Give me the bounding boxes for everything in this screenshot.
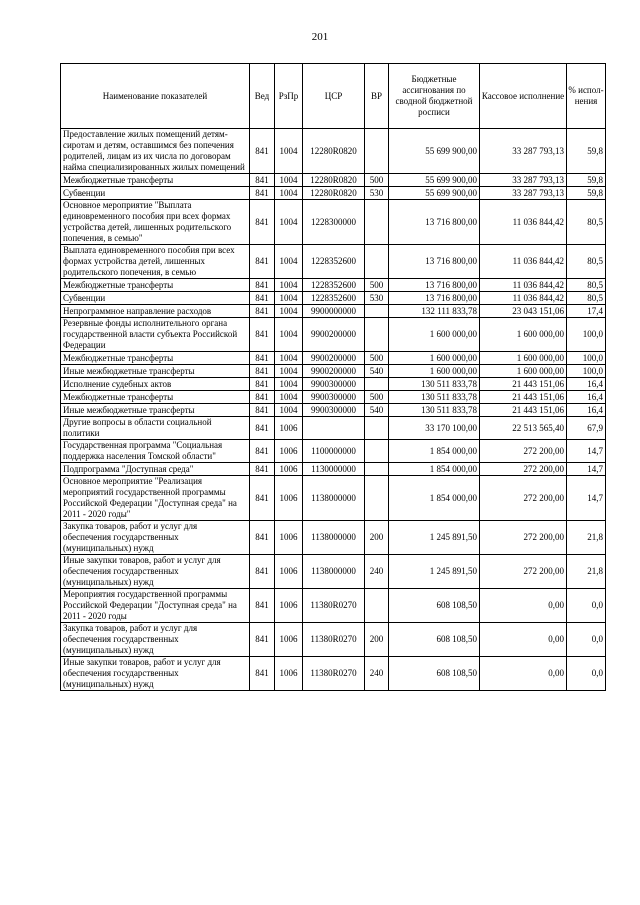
cell-budget: 1 600 000,00 (389, 318, 480, 352)
cell-pct: 16,4 (567, 378, 606, 391)
cell-vr (365, 305, 389, 318)
cell-vr (365, 245, 389, 279)
cell-pct: 80,5 (567, 245, 606, 279)
cell-pct: 0,0 (567, 657, 606, 691)
cell-vr: 530 (365, 292, 389, 305)
table-header (61, 64, 606, 129)
cell-budget: 33 170 100,00 (389, 417, 480, 440)
cell-csr: 1130000000 (303, 463, 365, 476)
cell-rzpr: 1006 (275, 657, 303, 691)
cell-budget: 55 699 900,00 (389, 187, 480, 200)
cell-rzpr: 1006 (275, 589, 303, 623)
cell-ved: 841 (250, 521, 275, 555)
header-vr: ВР (365, 64, 389, 129)
table-row (61, 378, 606, 391)
cell-rzpr: 1004 (275, 279, 303, 292)
cell-ved: 841 (250, 318, 275, 352)
cell-name: Исполнение судебных актов (61, 378, 250, 391)
cell-vr: 530 (365, 187, 389, 200)
cell-name: Иные межбюджетные трансферты (61, 404, 250, 417)
cell-pct: 100,0 (567, 352, 606, 365)
cell-pct: 17,4 (567, 305, 606, 318)
table-row (61, 521, 606, 555)
cell-budget: 608 108,50 (389, 657, 480, 691)
cell-rzpr: 1004 (275, 245, 303, 279)
cell-pct: 21,8 (567, 521, 606, 555)
cell-ved: 841 (250, 129, 275, 174)
cell-budget: 1 600 000,00 (389, 365, 480, 378)
cell-ved: 841 (250, 391, 275, 404)
budget-execution-table (60, 63, 606, 691)
cell-csr: 1228352600 (303, 245, 365, 279)
cell-vr (365, 440, 389, 463)
cell-csr: 1138000000 (303, 521, 365, 555)
cell-ved: 841 (250, 174, 275, 187)
cell-pct: 14,7 (567, 463, 606, 476)
table-row (61, 352, 606, 365)
cell-name: Основное мероприятие "Выплата единовременного пособия при всех формах устройства детей, лишенных родительского попечения, в семью" (61, 200, 250, 245)
cell-ved: 841 (250, 187, 275, 200)
cell-cash: 0,00 (480, 589, 567, 623)
cell-ved: 841 (250, 292, 275, 305)
cell-cash: 0,00 (480, 657, 567, 691)
cell-csr: 9900200000 (303, 318, 365, 352)
cell-vr (365, 463, 389, 476)
cell-ved: 841 (250, 463, 275, 476)
cell-ved: 841 (250, 279, 275, 292)
cell-pct: 14,7 (567, 476, 606, 521)
cell-rzpr: 1004 (275, 378, 303, 391)
cell-rzpr: 1004 (275, 292, 303, 305)
cell-rzpr: 1006 (275, 555, 303, 589)
cell-cash: 33 287 793,13 (480, 129, 567, 174)
header-rzpr: РзПр (275, 64, 303, 129)
cell-name: Предоставление жилых помещений детям-сиротам и детям, оставшимся без попечения родителей, лицам из их числа по договорам найма специализированных жилых помещений (61, 129, 250, 174)
cell-csr: 1100000000 (303, 440, 365, 463)
table-row (61, 292, 606, 305)
header-cash: Кассовое исполнение (480, 64, 567, 129)
cell-cash: 272 200,00 (480, 463, 567, 476)
cell-cash: 11 036 844,42 (480, 245, 567, 279)
table-row (61, 555, 606, 589)
cell-budget: 1 245 891,50 (389, 521, 480, 555)
cell-pct: 16,4 (567, 391, 606, 404)
cell-csr: 12280R0820 (303, 187, 365, 200)
table-row (61, 129, 606, 174)
cell-cash: 23 043 151,06 (480, 305, 567, 318)
table-row (61, 589, 606, 623)
cell-csr: 9900200000 (303, 352, 365, 365)
cell-budget: 1 245 891,50 (389, 555, 480, 589)
cell-ved: 841 (250, 623, 275, 657)
cell-csr: 11380R0270 (303, 657, 365, 691)
cell-vr: 240 (365, 555, 389, 589)
header-name: Наименование показателей (61, 64, 250, 129)
cell-budget: 1 600 000,00 (389, 352, 480, 365)
cell-name: Субвенции (61, 187, 250, 200)
cell-rzpr: 1004 (275, 365, 303, 378)
table-row (61, 440, 606, 463)
table-row (61, 187, 606, 200)
cell-rzpr: 1006 (275, 623, 303, 657)
cell-pct: 14,7 (567, 440, 606, 463)
cell-rzpr: 1004 (275, 391, 303, 404)
cell-cash: 21 443 151,06 (480, 378, 567, 391)
cell-ved: 841 (250, 378, 275, 391)
cell-pct: 21,8 (567, 555, 606, 589)
cell-cash: 33 287 793,13 (480, 174, 567, 187)
cell-csr: 1138000000 (303, 476, 365, 521)
table-row (61, 623, 606, 657)
cell-cash: 11 036 844,42 (480, 279, 567, 292)
cell-pct: 100,0 (567, 365, 606, 378)
cell-ved: 841 (250, 417, 275, 440)
table-row (61, 476, 606, 521)
cell-pct: 80,5 (567, 292, 606, 305)
cell-name: Межбюджетные трансферты (61, 352, 250, 365)
cell-vr (365, 589, 389, 623)
cell-cash: 11 036 844,42 (480, 292, 567, 305)
cell-csr: 9900300000 (303, 378, 365, 391)
cell-pct: 100,0 (567, 318, 606, 352)
cell-budget: 13 716 800,00 (389, 200, 480, 245)
cell-budget: 1 854 000,00 (389, 476, 480, 521)
cell-vr: 500 (365, 391, 389, 404)
cell-budget: 130 511 833,78 (389, 391, 480, 404)
cell-budget: 13 716 800,00 (389, 292, 480, 305)
cell-vr (365, 378, 389, 391)
cell-cash: 272 200,00 (480, 555, 567, 589)
cell-name: Межбюджетные трансферты (61, 391, 250, 404)
cell-budget: 130 511 833,78 (389, 404, 480, 417)
table-row (61, 391, 606, 404)
cell-rzpr: 1004 (275, 352, 303, 365)
cell-vr (365, 129, 389, 174)
cell-pct: 67,9 (567, 417, 606, 440)
cell-budget: 55 699 900,00 (389, 174, 480, 187)
cell-cash: 33 287 793,13 (480, 187, 567, 200)
cell-csr: 9900300000 (303, 404, 365, 417)
cell-name: Мероприятия государственной программы Российской Федерации "Доступная среда" на 2011 - 2020 годы (61, 589, 250, 623)
cell-cash: 11 036 844,42 (480, 200, 567, 245)
cell-ved: 841 (250, 476, 275, 521)
table-row (61, 174, 606, 187)
cell-ved: 841 (250, 305, 275, 318)
cell-vr (365, 318, 389, 352)
cell-csr: 1228352600 (303, 292, 365, 305)
cell-name: Иные закупки товаров, работ и услуг для обеспечения государственных (муниципальных) нужд (61, 657, 250, 691)
table-body (61, 129, 606, 691)
cell-vr: 200 (365, 623, 389, 657)
cell-cash: 272 200,00 (480, 476, 567, 521)
cell-name: Межбюджетные трансферты (61, 279, 250, 292)
cell-vr: 200 (365, 521, 389, 555)
cell-name: Подпрограмма "Доступная среда" (61, 463, 250, 476)
cell-cash: 21 443 151,06 (480, 404, 567, 417)
cell-cash: 272 200,00 (480, 521, 567, 555)
cell-vr: 540 (365, 404, 389, 417)
cell-pct: 59,8 (567, 187, 606, 200)
cell-csr: 11380R0270 (303, 589, 365, 623)
cell-name: Основное мероприятие "Реализация мероприятий государственной программы Российской Федерации "Доступная среда" на 2011 - 2020 годы" (61, 476, 250, 521)
table-row (61, 200, 606, 245)
cell-budget: 1 854 000,00 (389, 440, 480, 463)
cell-rzpr: 1004 (275, 305, 303, 318)
cell-budget: 608 108,50 (389, 589, 480, 623)
cell-rzpr: 1004 (275, 174, 303, 187)
cell-name: Резервные фонды исполнительного органа государственной власти субъекта Российской Федерации (61, 318, 250, 352)
cell-name: Иные закупки товаров, работ и услуг для обеспечения государственных (муниципальных) нужд (61, 555, 250, 589)
cell-vr: 500 (365, 174, 389, 187)
cell-cash: 1 600 000,00 (480, 318, 567, 352)
cell-csr: 9900200000 (303, 365, 365, 378)
cell-ved: 841 (250, 365, 275, 378)
cell-rzpr: 1006 (275, 440, 303, 463)
cell-pct: 59,8 (567, 174, 606, 187)
cell-csr: 1228300000 (303, 200, 365, 245)
cell-name: Выплата единовременного пособия при всех формах устройства детей, лишенных родительского попечения, в семью (61, 245, 250, 279)
cell-name: Другие вопросы в области социальной политики (61, 417, 250, 440)
cell-csr (303, 417, 365, 440)
cell-ved: 841 (250, 200, 275, 245)
table-row (61, 657, 606, 691)
cell-cash: 0,00 (480, 623, 567, 657)
cell-budget: 132 111 833,78 (389, 305, 480, 318)
cell-cash: 22 513 565,40 (480, 417, 567, 440)
cell-ved: 841 (250, 440, 275, 463)
table-row (61, 318, 606, 352)
table-row (61, 279, 606, 292)
header-csr: ЦСР (303, 64, 365, 129)
cell-rzpr: 1004 (275, 318, 303, 352)
cell-pct: 80,5 (567, 279, 606, 292)
cell-budget: 55 699 900,00 (389, 129, 480, 174)
table-row (61, 417, 606, 440)
cell-csr: 1138000000 (303, 555, 365, 589)
cell-rzpr: 1006 (275, 521, 303, 555)
cell-name: Закупка товаров, работ и услуг для обеспечения государственных (муниципальных) нужд (61, 623, 250, 657)
header-pct: % испол-нения (567, 64, 606, 129)
cell-vr (365, 417, 389, 440)
cell-csr: 11380R0270 (303, 623, 365, 657)
table-row (61, 404, 606, 417)
cell-rzpr: 1004 (275, 129, 303, 174)
table-row (61, 365, 606, 378)
cell-name: Непрограммное направление расходов (61, 305, 250, 318)
cell-budget: 130 511 833,78 (389, 378, 480, 391)
header-budget: Бюджетные ассигнования по сводной бюджетной росписи (389, 64, 480, 129)
cell-vr: 540 (365, 365, 389, 378)
cell-csr: 12280R0820 (303, 129, 365, 174)
table-row (61, 245, 606, 279)
cell-pct: 80,5 (567, 200, 606, 245)
cell-cash: 21 443 151,06 (480, 391, 567, 404)
cell-budget: 13 716 800,00 (389, 279, 480, 292)
cell-budget: 608 108,50 (389, 623, 480, 657)
cell-budget: 1 854 000,00 (389, 463, 480, 476)
cell-csr: 9900300000 (303, 391, 365, 404)
cell-vr (365, 200, 389, 245)
cell-csr: 1228352600 (303, 279, 365, 292)
cell-ved: 841 (250, 589, 275, 623)
cell-name: Закупка товаров, работ и услуг для обеспечения государственных (муниципальных) нужд (61, 521, 250, 555)
cell-rzpr: 1004 (275, 187, 303, 200)
cell-cash: 1 600 000,00 (480, 352, 567, 365)
cell-ved: 841 (250, 657, 275, 691)
cell-csr: 9900000000 (303, 305, 365, 318)
cell-rzpr: 1004 (275, 404, 303, 417)
cell-csr: 12280R0820 (303, 174, 365, 187)
table-row (61, 463, 606, 476)
cell-vr: 240 (365, 657, 389, 691)
cell-name: Иные межбюджетные трансферты (61, 365, 250, 378)
cell-ved: 841 (250, 245, 275, 279)
cell-vr (365, 476, 389, 521)
cell-ved: 841 (250, 404, 275, 417)
cell-pct: 16,4 (567, 404, 606, 417)
cell-vr: 500 (365, 279, 389, 292)
cell-cash: 272 200,00 (480, 440, 567, 463)
cell-pct: 0,0 (567, 589, 606, 623)
table-row (61, 305, 606, 318)
cell-rzpr: 1004 (275, 200, 303, 245)
cell-name: Государственная программа "Социальная поддержка населения Томской области" (61, 440, 250, 463)
cell-ved: 841 (250, 352, 275, 365)
cell-budget: 13 716 800,00 (389, 245, 480, 279)
cell-rzpr: 1006 (275, 417, 303, 440)
cell-ved: 841 (250, 555, 275, 589)
page-number: 201 (311, 31, 329, 43)
cell-pct: 0,0 (567, 623, 606, 657)
cell-name: Субвенции (61, 292, 250, 305)
header-ved: Вед (250, 64, 275, 129)
cell-rzpr: 1006 (275, 463, 303, 476)
cell-name: Межбюджетные трансферты (61, 174, 250, 187)
cell-pct: 59,8 (567, 129, 606, 174)
cell-vr: 500 (365, 352, 389, 365)
cell-cash: 1 600 000,00 (480, 365, 567, 378)
cell-rzpr: 1006 (275, 476, 303, 521)
